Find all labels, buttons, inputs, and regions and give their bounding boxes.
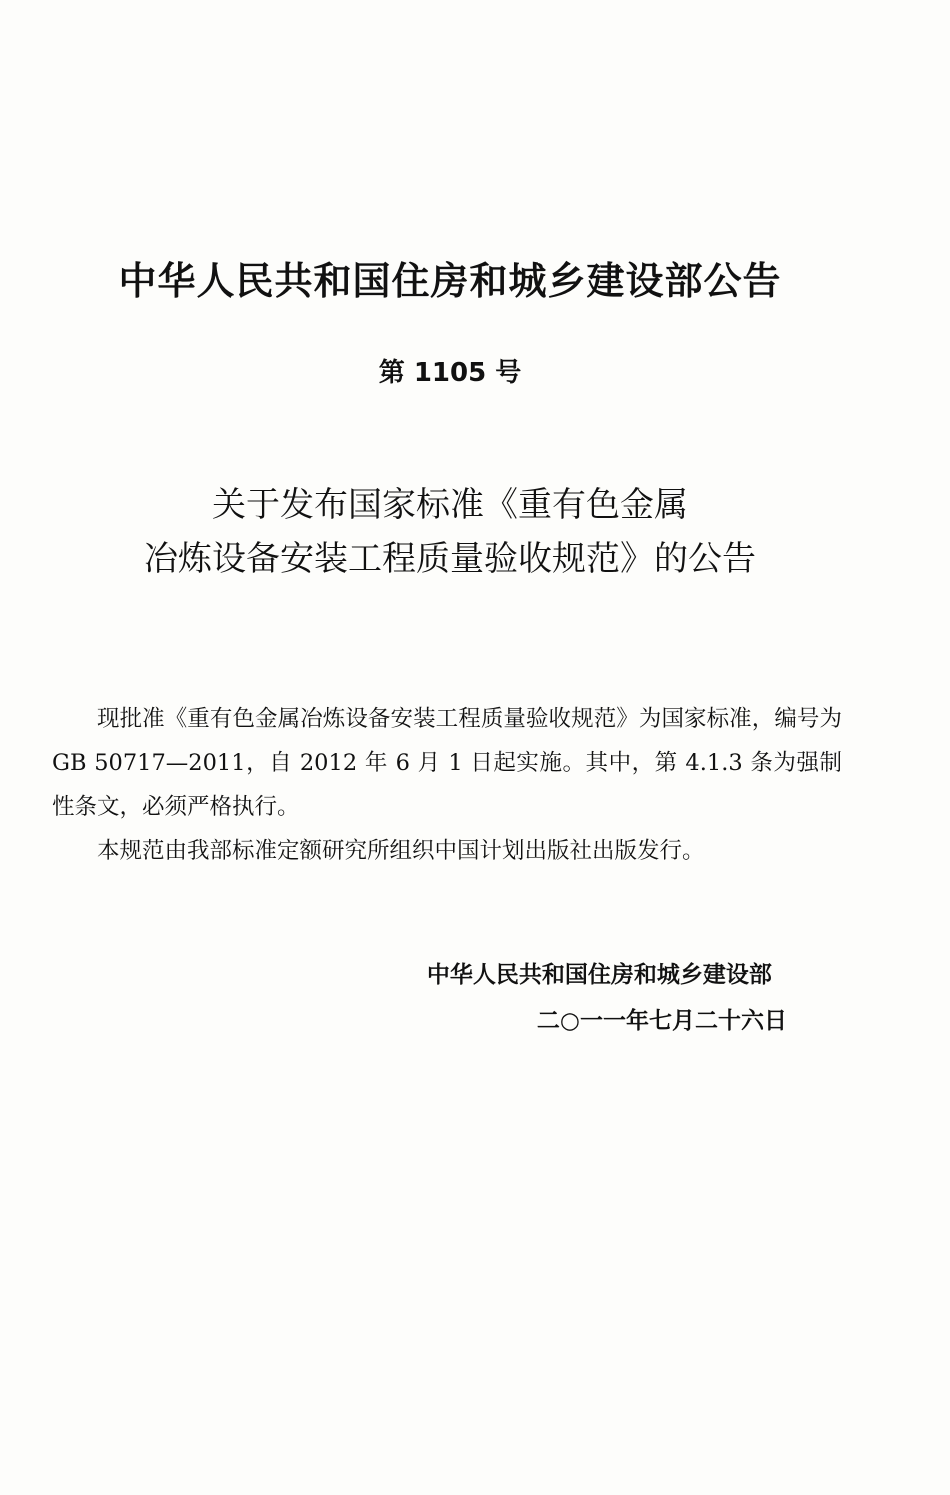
announcement-title-line-1: 关于发布国家标准《重有色金属: [212, 485, 688, 525]
body-paragraph-1: 现批准《重有色金属冶炼设备安装工程质量验收规范》为国家标准，编号为 GB 50717—2011，自 2012 年 6 月 1 日起实施。其中，第 4.1.3 条为强制性条文，必须严格执行。: [52, 706, 842, 820]
announcement-body: [52, 697, 842, 873]
issuer-name: 中华人民共和国住房和城乡建设部: [426, 962, 772, 988]
page-title: 中华人民共和国住房和城乡建设部公告: [118, 259, 782, 303]
announcement-title: [0, 478, 900, 586]
signature-block: [427, 952, 787, 1044]
body-paragraph-2: 本规范由我部标准定额研究所组织中国计划出版社出版发行。: [97, 838, 705, 864]
announcement-title-line-2: 冶炼设备安装工程质量验收规范》的公告: [144, 539, 756, 579]
issue-number: 第 1105 号: [378, 358, 522, 388]
issue-date: 二○一一年七月二十六日: [536, 1008, 787, 1034]
